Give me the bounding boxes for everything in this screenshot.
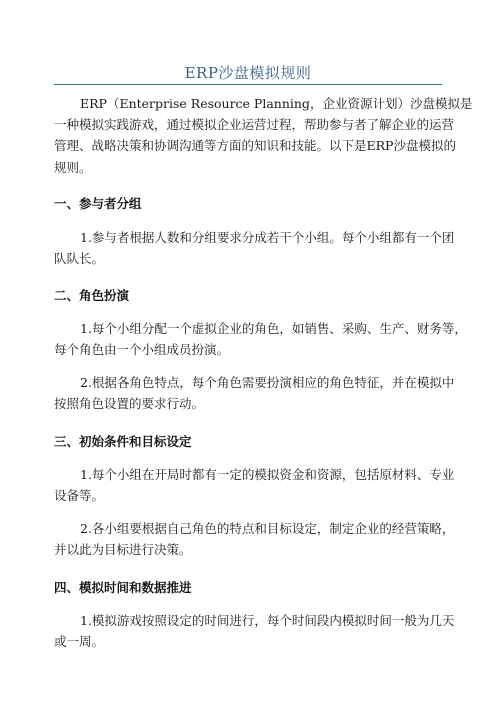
- paragraph-line: 设备等。: [54, 488, 105, 503]
- section-heading-roles: 二、角色扮演: [54, 288, 130, 303]
- paragraph-line: 或一周。: [54, 634, 105, 649]
- paragraph-line: 1.参与者根据人数和分组要求分成若干个小组。每个小组都有一个团: [80, 230, 455, 245]
- intro-line: 一种模拟实践游戏，通过模拟企业运营过程，帮助参与者了解企业的运营: [54, 117, 455, 132]
- document-title: ERP沙盘模拟规则: [184, 64, 312, 82]
- section-heading-groups: 一、参与者分组: [54, 196, 142, 211]
- paragraph-line: 队队长。: [54, 251, 105, 266]
- intro-line: 管理、战略决策和协调沟通等方面的知识和技能。以下是ERP沙盘模拟的: [54, 138, 456, 153]
- paragraph-line: 每个角色由一个小组成员扮演。: [54, 342, 230, 357]
- section-heading-time: 四、模拟时间和数据推进: [54, 580, 192, 595]
- paragraph-line: 2.各小组要根据自己角色的特点和目标设定，制定企业的经营策略，: [80, 521, 455, 536]
- paragraph-line: 按照角色设置的要求行动。: [54, 396, 205, 411]
- title-underline: [54, 84, 442, 85]
- intro-line: 规则。: [54, 160, 92, 175]
- paragraph-line: 并以此为目标进行决策。: [54, 542, 192, 557]
- paragraph-line: 1.每个小组分配一个虚拟企业的角色，如销售、采购、生产、财务等，: [80, 321, 467, 336]
- paragraph-line: 2.根据各角色特点，每个角色需要扮演相应的角色特征，并在模拟中: [80, 375, 455, 390]
- paragraph-line: 1.每个小组在开局时都有一定的模拟资金和资源，包括原材料、专业: [80, 467, 455, 482]
- paragraph-line: 1.模拟游戏按照设定的时间进行，每个时间段内模拟时间一般为几天: [80, 613, 455, 628]
- section-heading-initial-conditions: 三、初始条件和目标设定: [54, 434, 192, 449]
- intro-line: ERP（Enterprise Resource Planning，企业资源计划）沙盘模拟是: [80, 96, 473, 111]
